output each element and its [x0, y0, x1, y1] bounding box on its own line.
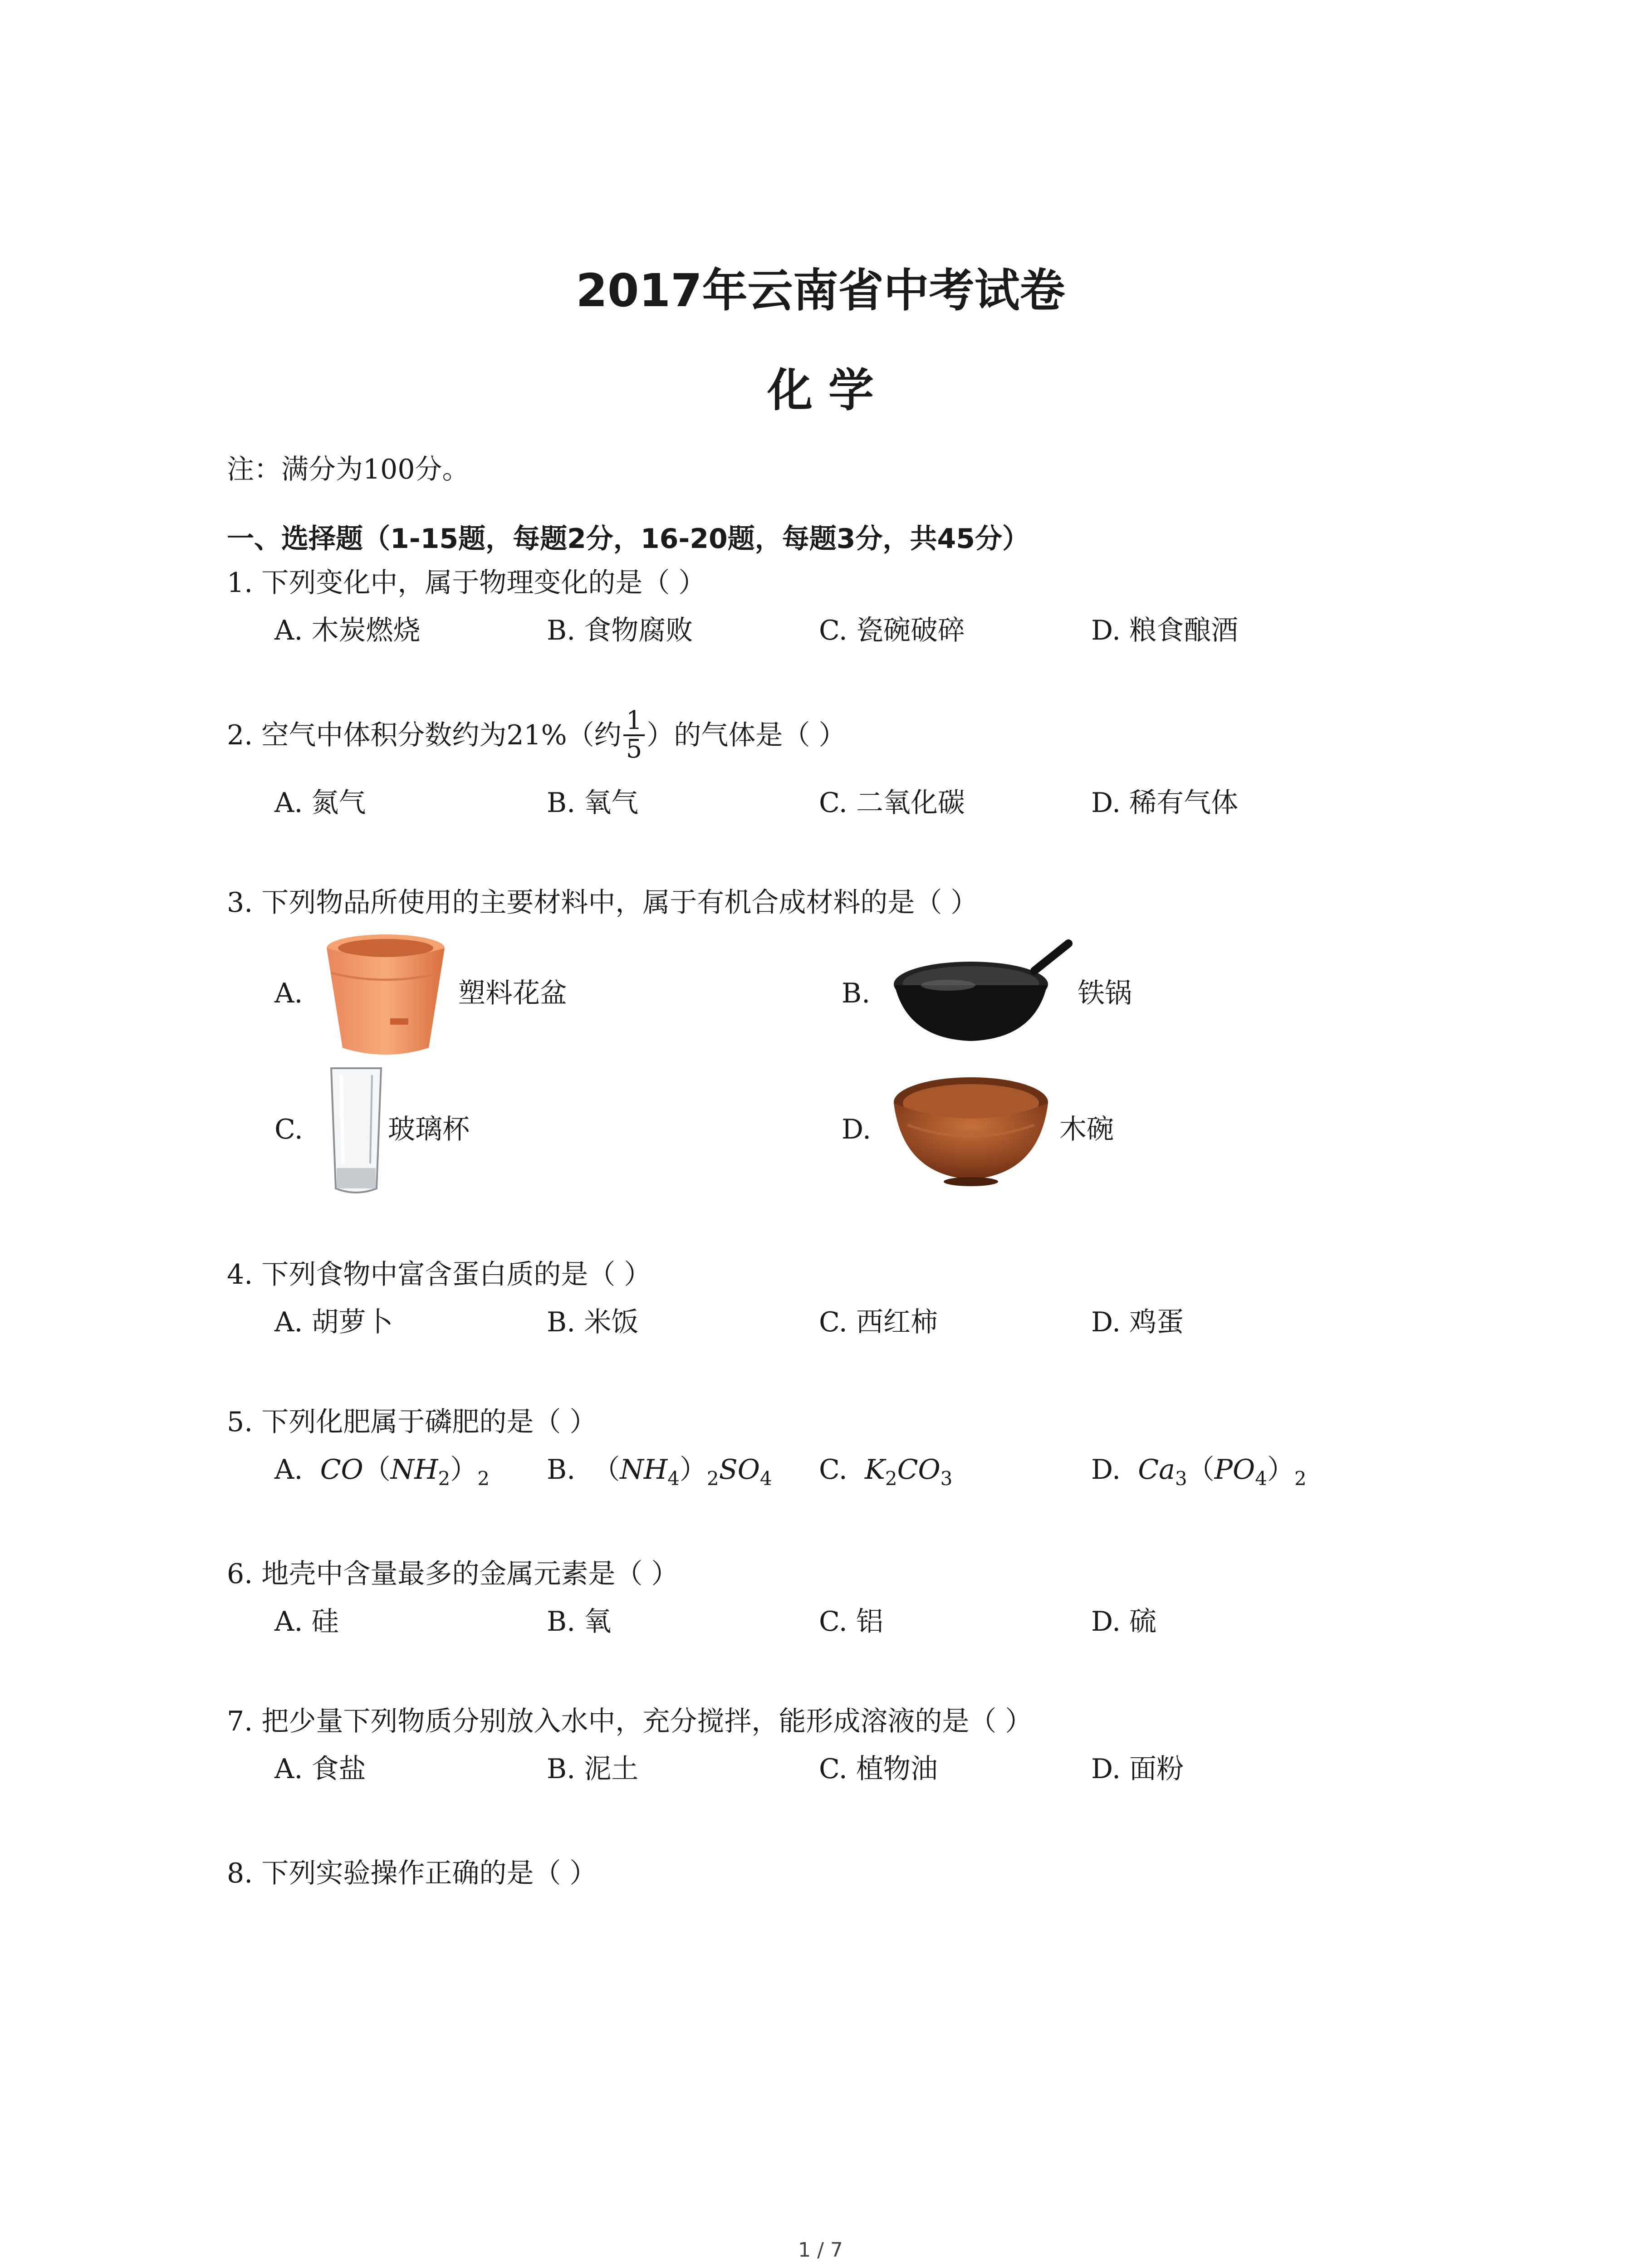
plastic-flowerpot-image [318, 930, 454, 1066]
question-1-stem: 1. 下列变化中，属于物理变化的是（ ） [227, 567, 706, 599]
question-4-stem: 4. 下列食物中富含蛋白质的是（ ） [227, 1259, 652, 1290]
q6-option-a: A. 硅 [274, 1606, 339, 1637]
q5-option-a: A. $CO(NH_2)_2$ [274, 1454, 490, 1490]
q5-option-c: C. $K_2CO_3$ [819, 1454, 953, 1490]
score-note: 注：满分为100分。 [227, 454, 470, 485]
iron-wok-image [889, 934, 1080, 1052]
question-6-stem: 6. 地壳中含量最多的金属元素是（ ） [227, 1558, 679, 1590]
q1-option-c: C. 瓷碗破碎 [819, 615, 965, 646]
q7-option-d: D. 面粉 [1091, 1753, 1184, 1785]
q6-option-b: B. 氧 [547, 1606, 612, 1637]
q3-label-d: 木碗 [1059, 1114, 1114, 1145]
q7-option-b: B. 泥土 [547, 1753, 639, 1785]
page-number: 1 / 7 [798, 2239, 843, 2262]
q3-label-b: 铁锅 [1078, 978, 1132, 1009]
q5-letter-c: C. [819, 1454, 847, 1486]
q4-option-c: C. 西红柿 [819, 1306, 938, 1338]
q2-stem-part-b: ）的气体是（ ） [647, 719, 846, 751]
q3-letter-b: B. [842, 978, 871, 1009]
page-title: 2017年云南省中考试卷 [576, 264, 1065, 317]
q3-letter-d: D. [842, 1114, 872, 1145]
glass-cup-image [327, 1066, 386, 1198]
q2-option-c: C. 二氧化碳 [819, 787, 965, 819]
wooden-bowl-image [889, 1070, 1053, 1188]
section-heading: 一、选择题（1-15题，每题2分，16-20题，每题3分，共45分） [227, 523, 1030, 555]
q2-stem-part-a: 2. 空气中体积分数约为21%（约 [227, 719, 622, 751]
q2-option-b: B. 氧气 [547, 787, 639, 819]
q3-letter-a: A. [274, 978, 303, 1009]
q5-letter-b: B. [547, 1454, 576, 1486]
fraction-one-fifth [623, 708, 645, 763]
question-8-stem: 8. 下列实验操作正确的是（ ） [227, 1857, 597, 1889]
q6-option-c: C. 铝 [819, 1606, 883, 1637]
question-7-stem: 7. 把少量下列物质分别放入水中，充分搅拌，能形成溶液的是（ ） [227, 1706, 1033, 1737]
q7-option-c: C. 植物油 [819, 1753, 938, 1785]
question-3-stem: 3. 下列物品所使用的主要材料中，属于有机合成材料的是（ ） [227, 887, 978, 919]
q2-option-a: A. 氮气 [274, 787, 366, 819]
q1-option-b: B. 食物腐败 [547, 615, 693, 646]
q2-option-d: D. 稀有气体 [1091, 787, 1239, 819]
q5-letter-a: A. [274, 1454, 303, 1486]
q3-label-c: 玻璃杯 [388, 1114, 470, 1145]
q1-option-a: A. 木炭燃烧 [274, 615, 421, 646]
q1-option-d: D. 粮食酿酒 [1091, 615, 1239, 646]
fraction-denominator: 5 [626, 734, 642, 764]
q5-letter-d: D. [1091, 1454, 1121, 1486]
q5-option-d: D. $Ca_3(PO_4)_2$ [1091, 1454, 1307, 1490]
q5-option-b: B. $(NH_4)_2SO_4$ [547, 1454, 772, 1490]
q4-option-d: D. 鸡蛋 [1091, 1306, 1184, 1338]
fraction-numerator: 1 [623, 708, 645, 736]
q6-option-d: D. 硫 [1091, 1606, 1157, 1637]
q4-option-a: A. 胡萝卜 [274, 1306, 393, 1338]
q7-option-a: A. 食盐 [274, 1753, 366, 1785]
question-2-stem [227, 708, 846, 763]
subject-title: 化 学 [767, 364, 874, 417]
q4-option-b: B. 米饭 [547, 1306, 639, 1338]
question-5-stem: 5. 下列化肥属于磷肥的是（ ） [227, 1406, 597, 1438]
q3-letter-c: C. [274, 1114, 303, 1145]
q3-label-a: 塑料花盆 [458, 978, 567, 1009]
